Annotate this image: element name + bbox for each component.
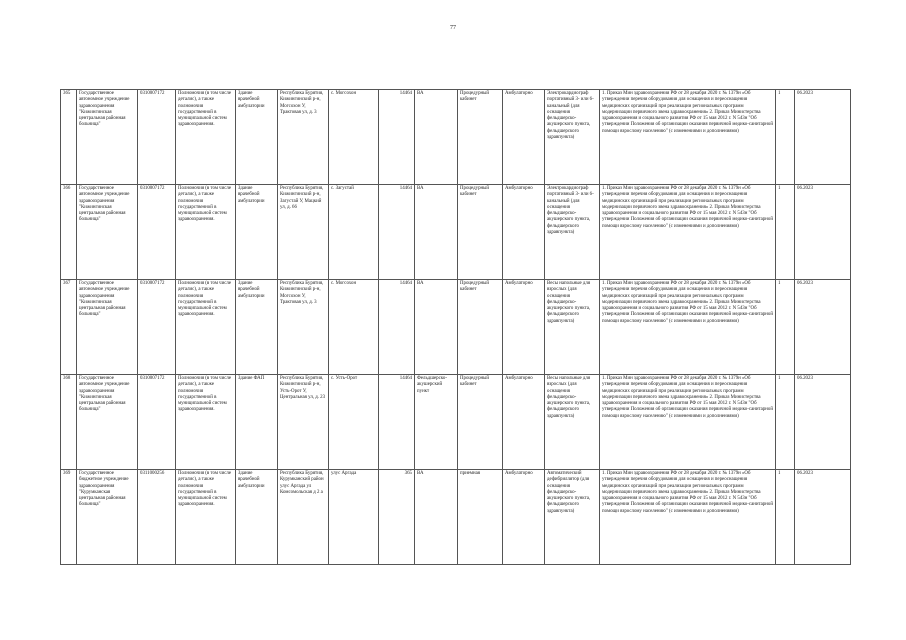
capacity-cell: 14464 <box>379 375 415 470</box>
page-number: 77 <box>450 25 456 31</box>
equipment-registry-table <box>60 89 851 565</box>
delivery-date-cell: 06.2023 <box>795 280 851 375</box>
inn-code-cell: 0310007172 <box>138 280 176 375</box>
quantity-cell: 1 <box>776 280 795 375</box>
settlement-cell: с. Усть-Орот <box>329 375 379 470</box>
table-row <box>61 470 851 565</box>
room-cell: Процедурный кабинет <box>458 280 503 375</box>
row-number-cell: 366 <box>61 185 77 280</box>
address-cell: Республика Бурятия, Кижингинский р-н, Загустай У, Мацкий ул, д. 66 <box>278 185 329 280</box>
capacity-cell: 365 <box>379 470 415 565</box>
facility-type-cell: ВА <box>415 90 458 185</box>
row-number-cell: 369 <box>61 470 77 565</box>
care-mode-cell: Амбулаторно <box>503 90 545 185</box>
authority-cell: Полномочия (в том числе деталис), а также полномочия государственной в муниципальной систем здравоохранения. <box>176 280 236 375</box>
authority-cell: Полномочия (в том числе деталис), а также полномочия государственной в муниципальной систем здравоохранения. <box>176 470 236 565</box>
address-cell: Республика Бурятия, Кижингинский р-н, Усть-Орот У, Центральная ул, д. 23 <box>278 375 329 470</box>
row-number-cell: 365 <box>61 90 77 185</box>
building-cell: Здание врачебной амбулатории <box>236 280 278 375</box>
capacity-cell: 14464 <box>379 185 415 280</box>
inn-code-cell: 0311000256 <box>138 470 176 565</box>
facility-type-cell: Фельдшерско-акушерский пункт <box>415 375 458 470</box>
settlement-cell: с. Загустай <box>329 185 379 280</box>
care-mode-cell: Амбулаторно <box>503 185 545 280</box>
capacity-cell: 14464 <box>379 90 415 185</box>
quantity-cell: 1 <box>776 90 795 185</box>
room-cell: приемная <box>458 470 503 565</box>
organization-cell: Государственное автономное учреждение здравоохранения "Кижингинская центральная районная больница" <box>77 185 138 280</box>
care-mode-cell: Амбулаторно <box>503 375 545 470</box>
room-cell: Процедурный кабинет <box>458 375 503 470</box>
delivery-date-cell: 06.2023 <box>795 90 851 185</box>
equipment-cell: Весы напольные для взрослых (для оснащения фельдшерско-акушерского пункта, фельдшерского здравпункта) <box>545 375 600 470</box>
legal-basis-cell: 1. Приказ Мин здравоохранения РФ от 28 декабря 2020 г. № 1379н «Об утверждении перечня оборудования для оснащения и переоснащения медицинских организаций при реализации региональных программ модернизации первичного звена здравоохранения» 2. Приказ Министерства здравоохранения и социального развития РФ от 15 мая 2012 г. N 543н "Об утверждении Положения об организации оказания первичной медико-санитарной помощи взрослому населению" (с изменениями и дополнениями) <box>600 185 776 280</box>
authority-cell: Полномочия (в том числе деталис), а также полномочия государственной в муниципальной систем здравоохранения. <box>176 90 236 185</box>
inn-code-cell: 0310007172 <box>138 375 176 470</box>
equipment-cell: Электрокардиограф портативный 3- или 6-канальный (для оснащения фельдшерско-акушерского пункта, фельдшерского здравпункта) <box>545 185 600 280</box>
legal-basis-cell: 1. Приказ Мин здравоохранения РФ от 28 декабря 2020 г. № 1379н «Об утверждении перечня оборудования для оснащения и переоснащения медицинских организаций при реализации региональных программ модернизации первичного звена здравоохранения» 2. Приказ Министерства здравоохранения и социального развития РФ от 15 мая 2012 г. N 543н "Об утверждении Положения об организации оказания первичной медико-санитарной помощи взрослому населению" (с изменениями и дополнениями) <box>600 375 776 470</box>
care-mode-cell: Амбулаторно <box>503 470 545 565</box>
room-cell: Процедурный кабинет <box>458 90 503 185</box>
legal-basis-cell: 1. Приказ Мин здравоохранения РФ от 28 декабря 2020 г. № 1379н «Об утверждении перечня оборудования для оснащения и переоснащения медицинских организаций при реализации региональных программ модернизации первичного звена здравоохранения» 2. Приказ Министерства здравоохранения и социального развития РФ от 15 мая 2012 г. N 543н "Об утверждении Положения об организации оказания первичной медико-санитарной помощи взрослому населению" (с изменениями и дополнениями) <box>600 90 776 185</box>
settlement-cell: с. Могсохон <box>329 90 379 185</box>
inn-code-cell: 0310007172 <box>138 185 176 280</box>
address-cell: Республика Бурятия, Кижингинский р-н, Могсохон У, Трактовая ул, д. 3 <box>278 280 329 375</box>
building-cell: Здание врачебной амбулатории <box>236 185 278 280</box>
table-row <box>61 280 851 375</box>
table-row <box>61 90 851 185</box>
inn-code-cell: 0310007172 <box>138 90 176 185</box>
organization-cell: Государственное автономное учреждение здравоохранения "Кижингинская центральная районная больница" <box>77 375 138 470</box>
care-mode-cell: Амбулаторно <box>503 280 545 375</box>
table-body <box>61 90 851 565</box>
settlement-cell: с. Могсохон <box>329 280 379 375</box>
building-cell: Здание врачебной амбулатории <box>236 470 278 565</box>
capacity-cell: 14464 <box>379 280 415 375</box>
table-row <box>61 375 851 470</box>
table-row <box>61 185 851 280</box>
room-cell: Процедурный кабинет <box>458 185 503 280</box>
facility-type-cell: ВА <box>415 470 458 565</box>
delivery-date-cell: 06.2023 <box>795 375 851 470</box>
organization-cell: Государственное автономное учреждение здравоохранения "Кижингинская центральная районная больница" <box>77 280 138 375</box>
quantity-cell: 1 <box>776 185 795 280</box>
quantity-cell: 1 <box>776 470 795 565</box>
row-number-cell: 367 <box>61 280 77 375</box>
organization-cell: Государственное автономное учреждение здравоохранения "Кижингинская центральная районная больница" <box>77 90 138 185</box>
legal-basis-cell: 1. Приказ Мин здравоохранения РФ от 28 декабря 2020 г. № 1379н «Об утверждении перечня оборудования для оснащения и переоснащения медицинских организаций при реализации региональных программ модернизации первичного звена здравоохранения» 2. Приказ Министерства здравоохранения и социального развития РФ от 15 мая 2012 г. N 543н "Об утверждении Положения об организации оказания первичной медико-санитарной помощи взрослому населению" (с изменениями и дополнениями) <box>600 280 776 375</box>
equipment-cell: Весы напольные для взрослых (для оснащения фельдшерско-акушерского пункта, фельдшерского здравпункта) <box>545 280 600 375</box>
equipment-cell: Электрокардиограф портативный 3- или 6-канальный (для оснащения фельдшерско-акушерского пункта, фельдшерского здравпункта) <box>545 90 600 185</box>
authority-cell: Полномочия (в том числе деталис), а также полномочия государственной в муниципальной систем здравоохранения. <box>176 185 236 280</box>
building-cell: Здание врачебной амбулатории <box>236 90 278 185</box>
legal-basis-cell: 1. Приказ Мин здравоохранения РФ от 28 декабря 2020 г. № 1379н «Об утверждении перечня оборудования для оснащения и переоснащения медицинских организаций при реализации региональных программ модернизации первичного звена здравоохранения» 2. Приказ Министерства здравоохранения и социального развития РФ от 15 мая 2012 г. N 543н "Об утверждении Положения об организации оказания первичной медико-санитарной помощи взрослому населению" (с изменениями и дополнениями) <box>600 470 776 565</box>
authority-cell: Полномочия (в том числе деталис), а также полномочия государственной в муниципальной систем здравоохранения. <box>176 375 236 470</box>
facility-type-cell: ВА <box>415 280 458 375</box>
equipment-cell: Автоматический дефибриллятор (для оснащения фельдшерско-акушерского пункта, фельдшерского здравпункта) <box>545 470 600 565</box>
quantity-cell: 1 <box>776 375 795 470</box>
address-cell: Республика Бурятия, Курумканский район улус Аргада ул Комсомольская д 2 а <box>278 470 329 565</box>
settlement-cell: улус Аргада <box>329 470 379 565</box>
delivery-date-cell: 06.2023 <box>795 470 851 565</box>
facility-type-cell: ВА <box>415 185 458 280</box>
address-cell: Республика Бурятия, Кижингинский р-н, Могсохон У, Трактовая ул, д. 3 <box>278 90 329 185</box>
organization-cell: Государственное бюджетное учреждение здравоохранения "Курумканская центральная районная больница" <box>77 470 138 565</box>
delivery-date-cell: 06.2023 <box>795 185 851 280</box>
building-cell: Здание ФАП <box>236 375 278 470</box>
row-number-cell: 368 <box>61 375 77 470</box>
